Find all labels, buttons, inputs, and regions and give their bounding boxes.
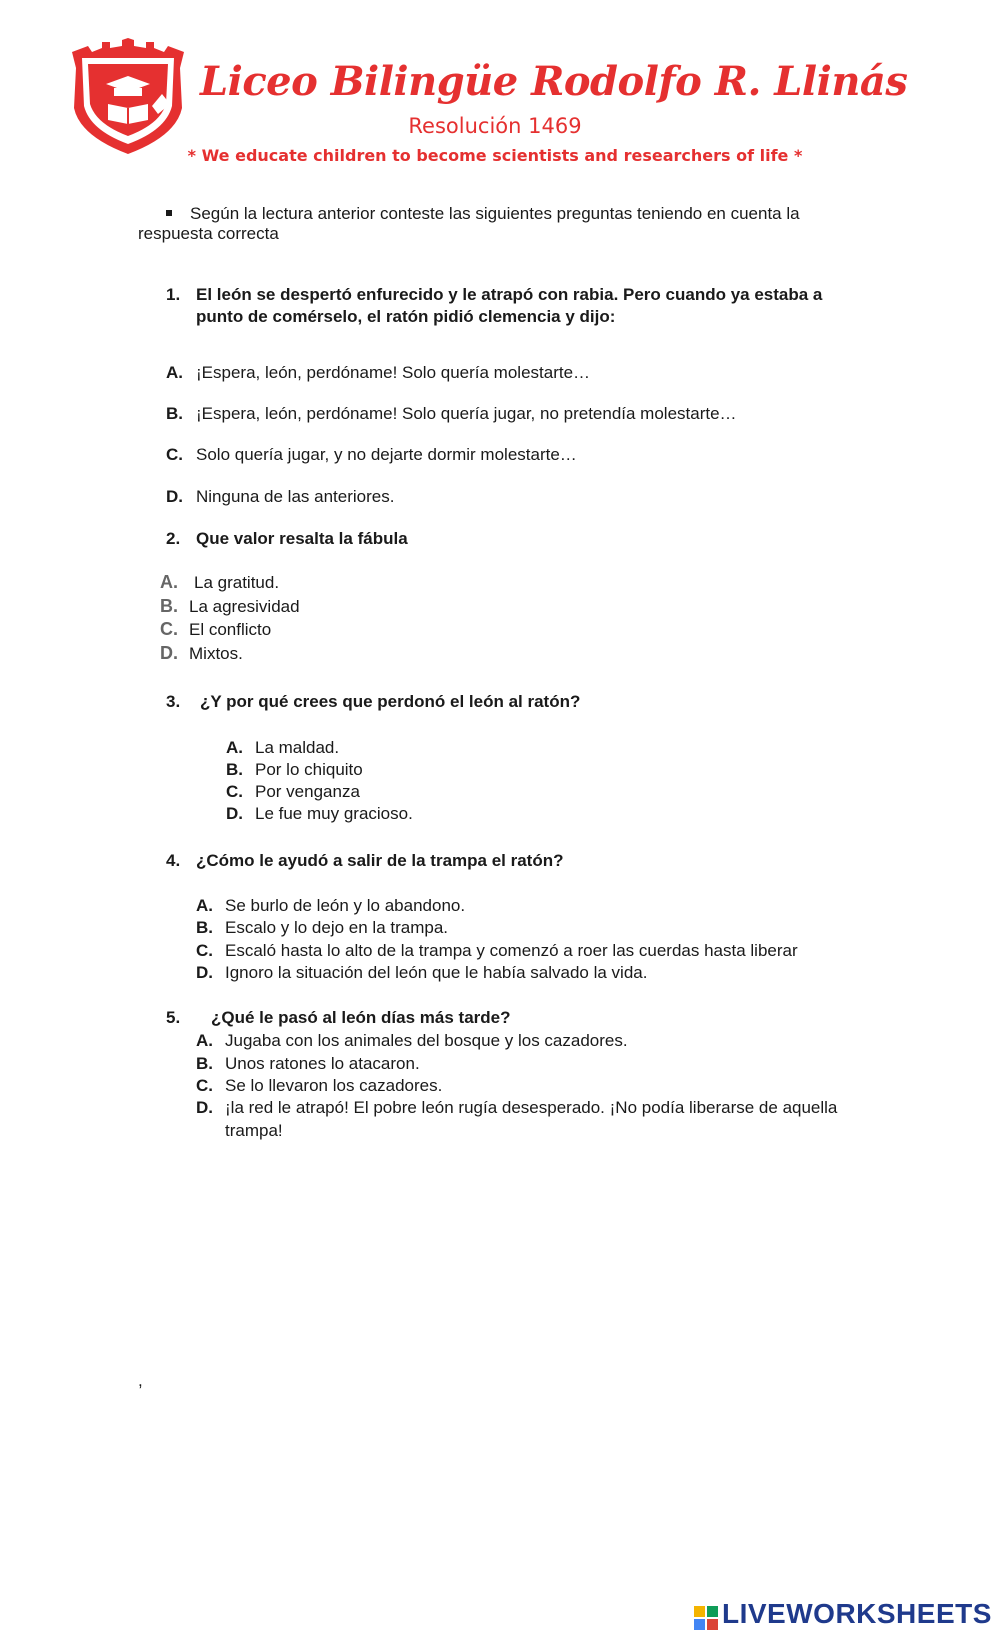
q3-option-d-text: Le fue muy gracioso.	[255, 804, 413, 823]
q3-option-b[interactable]: B.	[226, 760, 243, 779]
stray-mark: ,	[138, 1371, 143, 1390]
question-1-text-line-2: punto de comérselo, el ratón pidió clemencia y dijo:	[196, 307, 616, 326]
q5-option-d[interactable]: D.	[196, 1098, 213, 1117]
resolution-number: Resolución 1469	[408, 114, 582, 138]
q2-option-a-text: La gratitud.	[194, 573, 280, 592]
q2-option-a[interactable]: A.	[160, 572, 178, 592]
q2-option-d-text: Mixtos.	[189, 644, 243, 663]
q2-option-b-text: La agresividad	[189, 597, 300, 616]
q1-option-d-text: Ninguna de las anteriores.	[196, 487, 395, 506]
q2-option-b[interactable]: B.	[160, 596, 178, 616]
question-2-text: Que valor resalta la fábula	[196, 529, 408, 548]
q5-option-c-text: Se lo llevaron los cazadores.	[225, 1076, 443, 1095]
q1-option-c-text: Solo quería jugar, y no dejarte dormir molestarte…	[196, 445, 577, 464]
question-4-text: ¿Cómo le ayudó a salir de la trampa el ratón?	[196, 851, 564, 870]
q3-option-a-text: La maldad.	[255, 738, 340, 757]
q5-option-c[interactable]: C.	[196, 1076, 213, 1095]
q4-option-a-text: Se burlo de león y lo abandono.	[225, 896, 466, 915]
square-bullet-icon	[166, 210, 172, 216]
instruction-line-1: Según la lectura anterior conteste las siguientes preguntas teniendo en cuenta la	[166, 203, 800, 224]
q5-option-a-text: Jugaba con los animales del bosque y los cazadores.	[225, 1031, 628, 1050]
q4-option-d[interactable]: D.	[196, 963, 213, 982]
q3-option-d[interactable]: D.	[226, 804, 243, 823]
q5-option-b-text: Unos ratones lo atacaron.	[225, 1054, 420, 1073]
q2-option-d[interactable]: D.	[160, 643, 178, 663]
q2-option-c-text: El conflicto	[189, 620, 272, 639]
q5-option-b[interactable]: B.	[196, 1054, 213, 1073]
q3-option-c[interactable]: C.	[226, 782, 243, 801]
question-4-number: 4.	[166, 851, 181, 870]
question-2-number: 2.	[166, 529, 181, 548]
instruction-line-2: respuesta correcta	[138, 224, 279, 243]
q4-option-a[interactable]: A.	[196, 896, 213, 915]
school-logo	[66, 38, 190, 158]
school-slogan: * We educate children to become scientists and researchers of life *	[187, 146, 803, 165]
q5-option-d-text: ¡la red le atrapó! El pobre león rugía desesperado. ¡No podía liberarse de aquella	[225, 1098, 838, 1117]
q4-option-b[interactable]: B.	[196, 918, 213, 937]
q5-option-a[interactable]: A.	[196, 1031, 213, 1050]
q3-option-b-text: Por lo chiquito	[255, 760, 363, 779]
q1-option-a[interactable]: A.	[166, 363, 183, 382]
q4-option-b-text: Escalo y lo dejo en la trampa.	[225, 918, 449, 937]
q4-option-c-text: Escaló hasta lo alto de la trampa y comenzó a roer las cuerdas hasta liberar	[225, 941, 798, 960]
q1-option-b-text: ¡Espera, león, perdóname! Solo quería jugar, no pretendía molestarte…	[196, 404, 737, 423]
question-5-text: ¿Qué le pasó al león días más tarde?	[211, 1008, 511, 1027]
school-name: Liceo Bilingüe Rodolfo R. Llinás	[200, 58, 908, 105]
question-5-number: 5.	[166, 1008, 181, 1027]
q4-option-d-text: Ignoro la situación del león que le había salvado la vida.	[225, 963, 648, 982]
q4-option-c[interactable]: C.	[196, 941, 213, 960]
q1-option-b[interactable]: B.	[166, 404, 183, 423]
q3-option-a[interactable]: A.	[226, 738, 243, 757]
q1-option-c[interactable]: C.	[166, 445, 183, 464]
question-3-text: ¿Y por qué crees que perdonó el león al ratón?	[200, 692, 581, 711]
q5-option-d-text-line-2: trampa!	[225, 1121, 283, 1140]
q3-option-c-text: Por venganza	[255, 782, 360, 801]
question-1-number: 1.	[166, 285, 181, 304]
q1-option-d[interactable]: D.	[166, 487, 183, 506]
liveworksheets-brand[interactable]: LIVEWORKSHEETS	[722, 1598, 992, 1629]
liveworksheets-logo-icon	[694, 1606, 718, 1630]
q2-option-c[interactable]: C.	[160, 619, 178, 639]
question-3-number: 3.	[166, 692, 181, 711]
q1-option-a-text: ¡Espera, león, perdóname! Solo quería molestarte…	[196, 363, 591, 382]
question-1-text-line-1: El león se despertó enfurecido y le atrapó con rabia. Pero cuando ya estaba a	[196, 285, 823, 304]
